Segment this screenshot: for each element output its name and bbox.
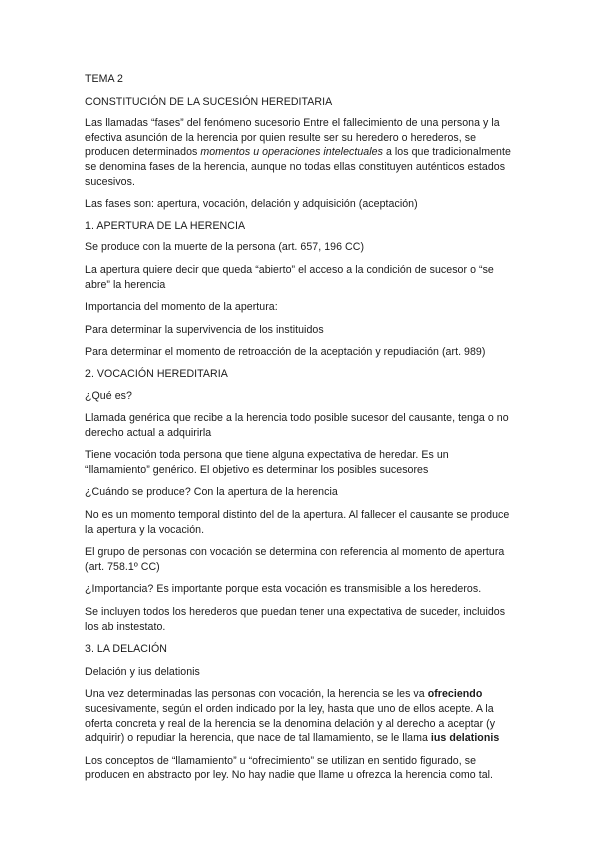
- tema-label: TEMA 2: [85, 73, 123, 85]
- section2-p4: El grupo de personas con vocación se determina con referencia al momento de apertura (art. 758.1º CC): [85, 546, 505, 573]
- section3-p1-text-b: sucesivamente, según el orden indicado por la ley, hasta que uno de ellos acepte. A la oferta concreta y real de la herencia se la denomina delación y al derecho a aceptar (y adquirir) o repudiar la herencia, que nace de tal llamamiento, se le llama: [85, 703, 496, 745]
- section2-heading: 2. VOCACIÓN HEREDITARIA: [85, 367, 228, 380]
- section3-p1: [85, 687, 516, 745]
- section1-p4: Para determinar la supervivencia de los instituidos: [85, 323, 324, 336]
- section2-q1: ¿Qué es?: [85, 389, 132, 402]
- document-title: CONSTITUCIÓN DE LA SUCESIÓN HEREDITARIA: [85, 95, 333, 108]
- intro-italic: momentos u operaciones intelectuales: [200, 146, 383, 159]
- intro-text-1: Las llamadas “fases” del fenómeno sucesorio Entre el fallecimiento de una persona y la efectiva asunción de la herencia por quien resulte ser su heredero o herederos, se producen determinados: [85, 117, 500, 159]
- section2-p2: Tiene vocación toda persona que tiene alguna expectativa de heredar. Es un “llamamiento” genérico. El objetivo es determinar los posibles sucesores: [85, 449, 449, 476]
- section1-p2: La apertura quiere decir que queda “abierto” el acceso a la condición de sucesor o “se abre” la herencia: [85, 263, 494, 291]
- section3-p2: Los conceptos de “llamamiento” u “ofrecimiento” se utilizan en sentido figurado, se producen en abstracto por ley. No hay nadie que llame u ofrezca la herencia como tal.: [85, 754, 494, 782]
- fases-paragraph: Las fases son: apertura, vocación, delación y adquisición (aceptación): [85, 198, 418, 211]
- section3-p1-bold-ofreciendo: ofreciendo: [427, 688, 483, 701]
- section1-p1: Se produce con la muerte de la persona (art. 657, 196 CC): [85, 241, 365, 254]
- section3-heading: 3. LA DELACIÓN: [85, 643, 167, 656]
- section2-p1: Llamada genérica que recibe a la herencia todo posible sucesor del causante, tenga o no derecho actual a adquirirla: [85, 412, 509, 439]
- section2-p6: Se incluyen todos los herederos que puedan tener una expectativa de suceder, incluidos los ab instestato.: [85, 606, 506, 633]
- section3-subheading: Delación y ius delationis: [85, 665, 200, 678]
- section2-p5: ¿Importancia? Es importante porque esta vocación es transmisible a los herederos.: [85, 583, 482, 596]
- section3-p1-text-a: Una vez determinadas las personas con vocación, la herencia se les va: [85, 688, 428, 701]
- intro-paragraph: [85, 116, 516, 189]
- section2-p3: No es un momento temporal distinto del de la apertura. Al fallecer el causante se produce la apertura y la vocación.: [85, 509, 510, 536]
- section2-q2: ¿Cuándo se produce? Con la apertura de la herencia: [85, 486, 338, 499]
- section1-p3: Importancia del momento de la apertura:: [85, 301, 278, 314]
- intro-text-2: a los que tradicionalmente se denomina fases de la herencia, aunque no todas ellas constituyen auténticos estados sucesivos.: [85, 146, 511, 188]
- section1-p5: Para determinar el momento de retroacción de la aceptación y repudiación (art. 989): [85, 346, 486, 359]
- section1-heading: 1. APERTURA DE LA HERENCIA: [85, 219, 246, 232]
- section3-p1-bold-ius: ius delationis: [430, 732, 500, 745]
